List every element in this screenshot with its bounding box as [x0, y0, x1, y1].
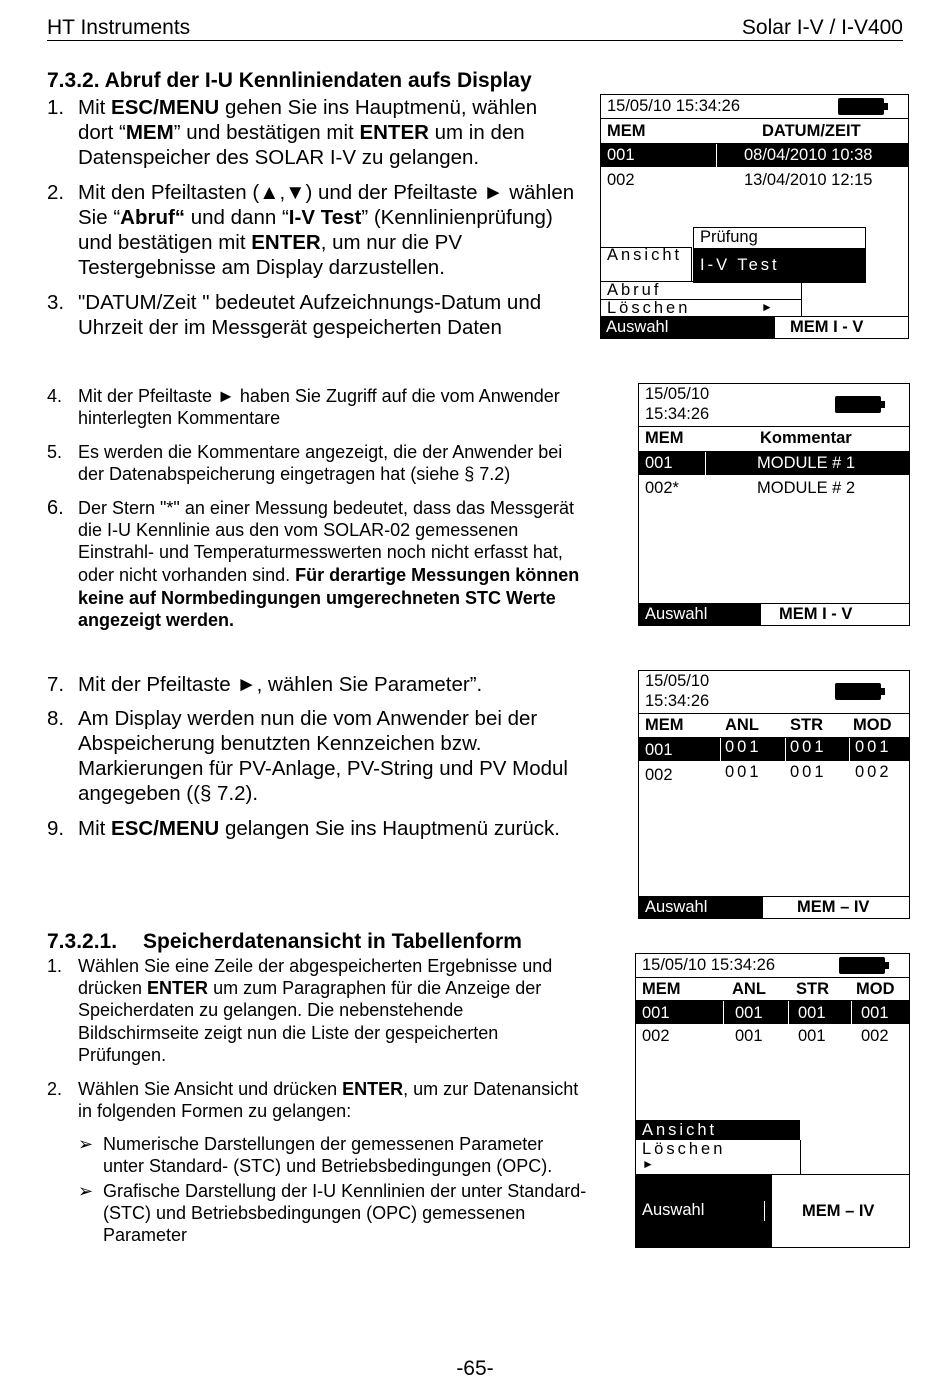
- table-row-selected[interactable]: 001 001 001 001: [636, 1001, 909, 1024]
- footer-mode: MEM I - V: [779, 605, 853, 623]
- footer-mode: MEM – IV: [802, 1202, 875, 1220]
- arrow-bullet-icon: ➢: [78, 1181, 94, 1201]
- device-screen-1: [600, 94, 909, 339]
- menu-item-loeschen[interactable]: Löschen ►: [601, 299, 802, 317]
- footer-auswahl[interactable]: Auswahl: [639, 897, 763, 918]
- column-header: STR: [790, 716, 823, 734]
- header-brand: HT Instruments: [47, 16, 191, 39]
- table-row[interactable]: 002 001 001 002: [642, 1027, 889, 1045]
- column-header: DATUM/ZEIT: [762, 122, 861, 140]
- footer-mode: MEM – IV: [797, 898, 870, 916]
- screen-datetime: 15/05/10 15:34:26: [642, 956, 776, 974]
- table-row-selected[interactable]: 001 001 001 001: [639, 738, 909, 761]
- screen-footer: [639, 896, 909, 918]
- screen-time: 15:34:26: [645, 692, 710, 710]
- device-screen-2: [638, 383, 910, 626]
- section-heading: 7.3.2. Abruf der I-U Kennliniendaten aufs Display: [47, 69, 532, 92]
- battery-icon: [838, 98, 884, 115]
- device-screen-4: [635, 953, 910, 1248]
- column-header: MEM: [645, 429, 684, 447]
- menu-item-ansicht[interactable]: Ansicht: [636, 1120, 800, 1140]
- header-model: Solar I-V / I-V400: [741, 16, 903, 39]
- test-type-popup: Prüfung I-V Test: [693, 227, 866, 283]
- battery-icon: [839, 957, 885, 974]
- device-screen-3: [638, 670, 910, 919]
- screen-time: 15:34:26: [645, 405, 710, 423]
- battery-icon: [835, 683, 881, 700]
- column-header: STR: [796, 980, 829, 998]
- footer-auswahl[interactable]: Auswahl: [601, 317, 775, 338]
- column-header: Kommentar: [760, 429, 852, 447]
- menu-item-ansicht[interactable]: Ansicht: [601, 247, 692, 282]
- screen-footer: [636, 1174, 909, 1248]
- subsection-heading-number: 7.3.2.1.: [47, 930, 118, 953]
- arrow-right-icon: ►: [761, 300, 773, 314]
- column-header: ANL: [725, 716, 759, 734]
- column-header: MEM: [607, 122, 646, 140]
- column-header: MOD: [853, 716, 892, 734]
- screen-footer: [639, 603, 909, 625]
- footer-auswahl[interactable]: Auswahl: [639, 604, 761, 625]
- page-number: -65-: [456, 1357, 494, 1380]
- column-header: ANL: [732, 980, 766, 998]
- column-header: MEM: [645, 716, 684, 734]
- table-row-selected[interactable]: 001 08/04/2010 10:38: [601, 144, 908, 167]
- column-header: MOD: [856, 980, 895, 998]
- header-divider: [47, 40, 903, 41]
- table-row-selected[interactable]: 001 MODULE # 1: [639, 452, 909, 475]
- screen-footer: [601, 316, 908, 338]
- footer-mode: MEM I - V: [790, 318, 864, 336]
- menu-item-abruf[interactable]: Abruf: [601, 281, 802, 299]
- popup-option-iv-test[interactable]: I-V Test: [694, 248, 865, 282]
- footer-auswahl[interactable]: Auswahl: [636, 1175, 772, 1248]
- table-row[interactable]: 002 001 001 002: [645, 763, 892, 784]
- menu-item-loeschen[interactable]: Löschen ►: [636, 1140, 801, 1174]
- screen-date: 15/05/10: [645, 385, 710, 403]
- table-row[interactable]: 002* MODULE # 2: [645, 479, 856, 497]
- battery-icon: [835, 396, 881, 413]
- table-row[interactable]: 002 13/04/2010 12:15: [607, 171, 873, 189]
- screen-date: 15/05/10: [645, 672, 710, 690]
- column-header: MEM: [642, 980, 681, 998]
- subsection-heading: Speicherdatenansicht in Tabellenform: [143, 930, 522, 953]
- screen-datetime: 15/05/10 15:34:26: [607, 97, 741, 115]
- arrow-bullet-icon: ➢: [78, 1134, 94, 1154]
- arrow-right-icon: ►: [642, 1157, 654, 1171]
